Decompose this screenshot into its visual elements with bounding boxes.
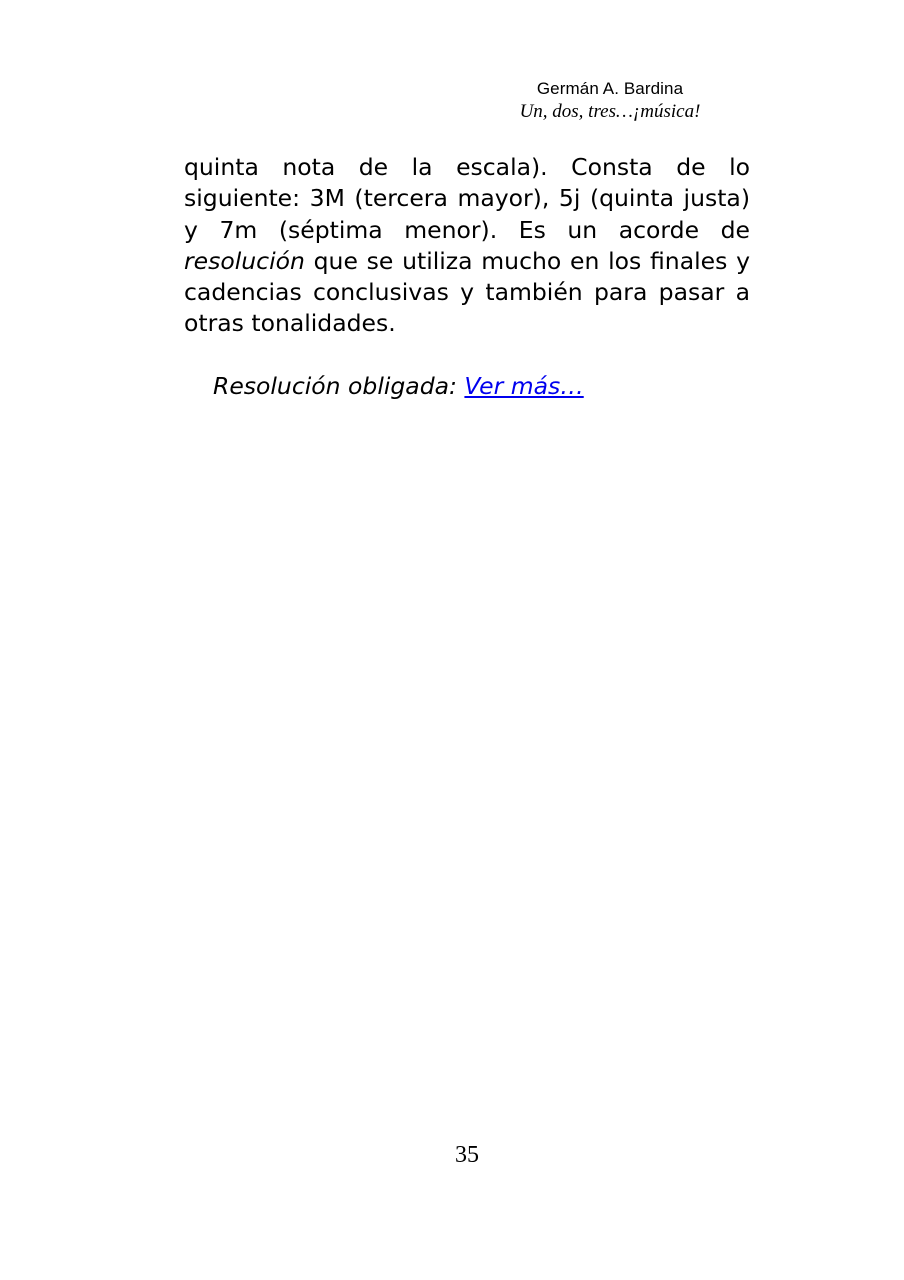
body-emphasis: resolución [184,246,305,275]
header-book-title: Un, dos, tres…¡música! [519,101,701,122]
body-paragraph [184,152,750,340]
header-author: Germán A. Bardina [536,79,684,98]
ver-mas-link[interactable]: Ver más… [464,372,584,400]
body-text-part-2: que se utiliza mucho en los finales y cadencias conclusivas y también para pasar a otras tonalidades. [184,246,750,338]
body-text-part-1: quinta nota de la escala). Consta de lo siguiente: 3M (tercera mayor), 5j (quinta justa) y 7m (séptima menor). Es un acorde de [184,153,750,244]
running-header [470,78,750,124]
resolution-label: Resolución obligada: [213,372,465,400]
resolution-line [213,371,584,402]
page-number: 35 [455,1142,479,1168]
